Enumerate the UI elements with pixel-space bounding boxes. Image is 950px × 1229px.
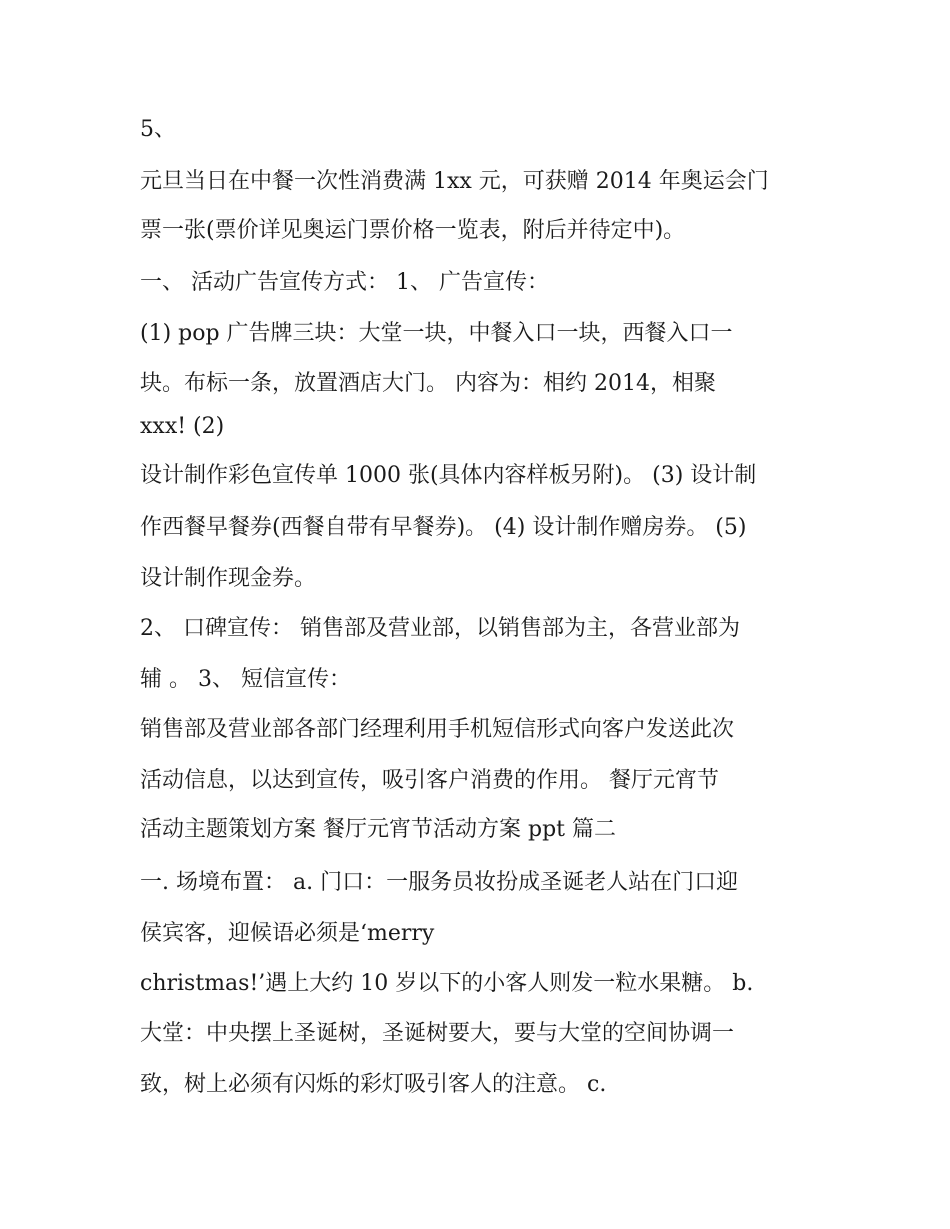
text-line: 辅 。 3、 短信宣传： xyxy=(140,667,351,692)
section-heading: 一、 活动广告宣传方式： 1、 广告宣传： xyxy=(140,270,549,295)
text-line: xxx! (2) xyxy=(140,414,225,439)
text-line: 5、 xyxy=(140,117,176,142)
text-line: (1) pop 广告牌三块：大堂一块，中餐入口一块，西餐入口一 xyxy=(140,321,733,346)
text-line: christmas!’遇上大约 10 岁以下的小客人则发一粒水果糖。 b. xyxy=(140,971,754,996)
text-line: 块。布标一条，放置酒店大门。 内容为：相约 2014，相聚 xyxy=(140,371,716,396)
text-line: 销售部及营业部各部门经理利用手机短信形式向客户发送此次 xyxy=(140,717,735,742)
text-line: 2、 口碑宣传： 销售部及营业部，以销售部为主，各营业部为 xyxy=(140,616,740,641)
text-line: 元旦当日在中餐一次性消费满 1xx 元，可获赠 2014 年奥运会门 xyxy=(140,169,769,194)
text-line: 侯宾客，迎候语必须是‘merry xyxy=(140,921,435,946)
text-line: 致，树上必须有闪烁的彩灯吸引客人的注意。 c. xyxy=(140,1072,607,1097)
text-line: 设计制作现金券。 xyxy=(140,566,317,591)
text-line: 作西餐早餐券(西餐自带有早餐券)。 (4) 设计制作赠房券。 (5) xyxy=(140,515,747,540)
text-line: 活动主题策划方案 餐厅元宵节活动方案 ppt 篇二 xyxy=(140,817,616,842)
text-line: 一. 场境布置： a. 门口：一服务员妆扮成圣诞老人站在门口迎 xyxy=(140,870,739,895)
text-line: 活动信息，以达到宣传，吸引客户消费的作用。 餐厅元宵节 xyxy=(140,768,719,793)
text-line: 票一张(票价详见奥运门票价格一览表，附后并待定中)。 xyxy=(140,218,686,243)
text-line: 大堂：中央摆上圣诞树，圣诞树要大，要与大堂的空间协调一 xyxy=(140,1021,735,1046)
text-line: 设计制作彩色宣传单 1000 张(具体内容样板另附)。 (3) 设计制 xyxy=(140,463,757,488)
